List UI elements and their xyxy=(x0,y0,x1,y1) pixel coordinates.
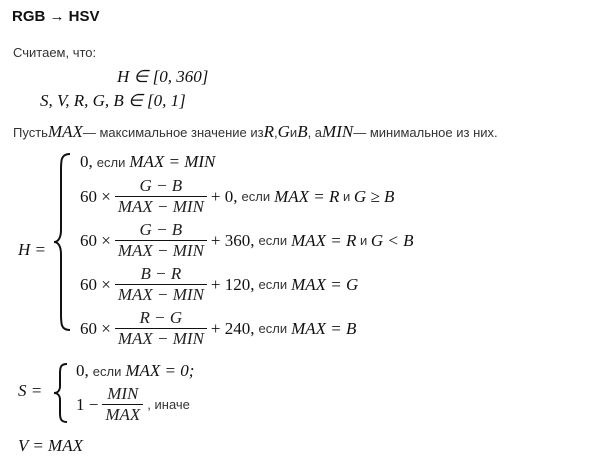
s0-word: если xyxy=(92,363,122,379)
desc-min: MIN xyxy=(322,122,354,141)
h4-word: если xyxy=(258,321,288,336)
s1-fraction xyxy=(102,384,143,425)
h3-den: MAX − MIN xyxy=(117,285,204,304)
h2-lead: 60 × xyxy=(80,230,111,250)
s1-num: MIN xyxy=(107,384,139,403)
desc-comma: , xyxy=(274,124,278,140)
desc-part: — минимальное из них. xyxy=(353,124,498,140)
s0-cond: MAX = 0; xyxy=(125,361,195,380)
s-case-0 xyxy=(76,361,194,381)
h-brace xyxy=(52,152,74,332)
h3-add: + 120, xyxy=(210,274,255,294)
desc-g: G xyxy=(277,122,290,141)
h2-and: и xyxy=(356,233,371,248)
h-case-0 xyxy=(80,152,215,172)
h4-num: R − G xyxy=(139,308,183,327)
page-heading: RGB → HSV xyxy=(12,8,100,25)
h2-fraction xyxy=(115,220,207,261)
h1-cond1: MAX = R xyxy=(274,186,340,206)
h1-add: + 0, xyxy=(210,186,238,206)
h-case-3 xyxy=(80,264,358,305)
intro-text: Считаем, что: xyxy=(13,45,97,60)
desc-part: — максимальное значение из xyxy=(82,124,264,140)
v-formula: V = MAX xyxy=(18,436,83,455)
desc-b: B xyxy=(297,122,308,141)
h4-add: + 240, xyxy=(210,318,255,338)
range-svrgb: S, V, R, G, B ∈ [0, 1] xyxy=(40,91,186,110)
desc-part: , а xyxy=(307,124,323,140)
description-line xyxy=(13,122,498,142)
h1-den: MAX − MIN xyxy=(117,197,204,216)
h1-word: если xyxy=(241,189,271,204)
h3-fraction xyxy=(115,264,207,305)
h4-cond: MAX = B xyxy=(291,318,357,338)
s-case-1 xyxy=(76,384,190,425)
desc-part: Пусть xyxy=(13,124,48,140)
h0-value: 0, xyxy=(80,152,93,171)
s1-lead: 1 − xyxy=(76,394,99,414)
desc-max: MAX xyxy=(47,122,83,141)
h4-den: MAX − MIN xyxy=(117,329,204,348)
h1-and: и xyxy=(339,189,354,204)
h0-cond: MAX = MIN xyxy=(129,152,216,171)
h1-fraction xyxy=(115,176,207,217)
s1-tail: , иначе xyxy=(147,397,190,412)
h-case-4 xyxy=(80,308,356,349)
h2-word: если xyxy=(258,233,288,248)
desc-r: R xyxy=(263,122,275,141)
h3-lead: 60 × xyxy=(80,274,111,294)
h-label: H = xyxy=(18,240,46,259)
h2-cond2: G < B xyxy=(370,230,414,250)
s0-value: 0, xyxy=(76,361,89,380)
s-brace xyxy=(52,362,70,424)
s1-den: MAX xyxy=(105,405,141,424)
h4-fraction xyxy=(115,308,207,349)
h3-cond: MAX = G xyxy=(291,274,359,294)
s-label: S = xyxy=(18,381,43,400)
h0-word: если xyxy=(96,154,126,170)
h1-lead: 60 × xyxy=(80,186,111,206)
h-case-1 xyxy=(80,176,394,217)
desc-and: и xyxy=(289,124,298,140)
range-h: H ∈ [0, 360] xyxy=(117,67,209,86)
h2-den: MAX − MIN xyxy=(117,241,204,260)
h2-num: G − B xyxy=(139,220,183,239)
h2-add: + 360, xyxy=(210,230,255,250)
h2-cond1: MAX = R xyxy=(291,230,357,250)
h3-num: B − R xyxy=(140,264,182,283)
h4-lead: 60 × xyxy=(80,318,111,338)
h3-word: если xyxy=(258,277,288,292)
h-case-2 xyxy=(80,220,414,261)
h1-cond2: G ≥ B xyxy=(353,186,395,206)
h1-num: G − B xyxy=(139,176,183,195)
